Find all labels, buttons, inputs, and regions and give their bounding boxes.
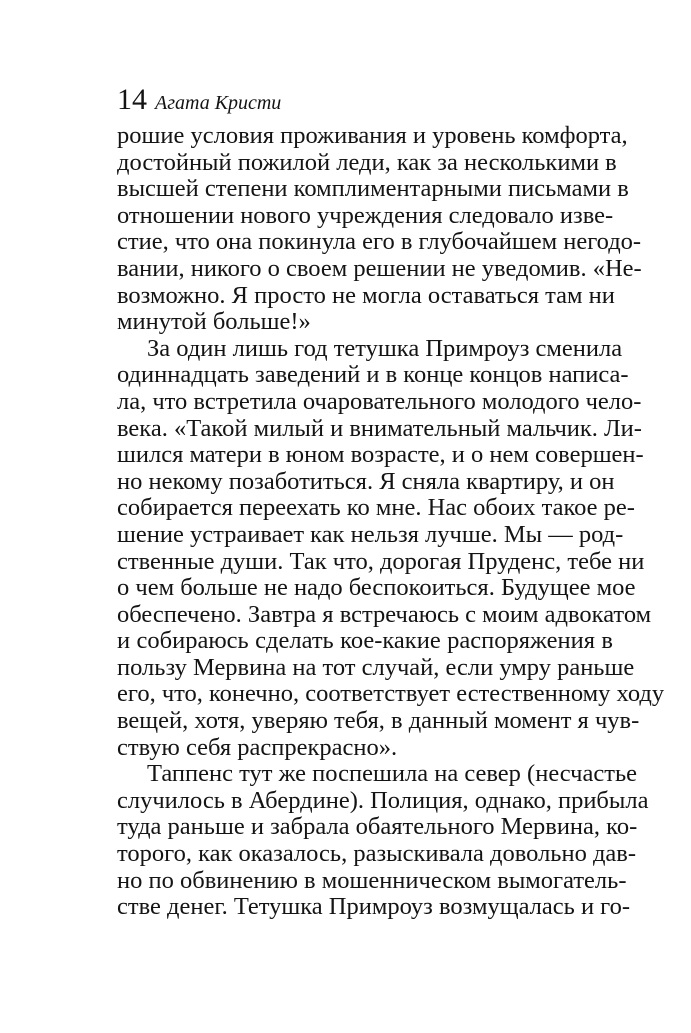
- text-line: достойный пожилой леди, как за несколькими в: [117, 148, 617, 176]
- text-line: одиннадцать заведений и в конце концов написа-: [117, 361, 629, 389]
- text-line: ла, что встретила очаровательного молодого чело-: [117, 387, 642, 415]
- text-line: пользу Мервина на тот случай, если умру раньше: [117, 653, 635, 681]
- body-text: [117, 122, 665, 921]
- text-line: торого, как оказалось, разыскивала довольно дав-: [117, 840, 637, 868]
- text-line: минутой больше!»: [117, 308, 311, 336]
- text-line: и собираюсь сделать кое-какие распоряжения в: [117, 627, 613, 655]
- running-head-author: Агата Кристи: [155, 92, 282, 114]
- page-number: 14: [117, 83, 147, 116]
- text-line: стве денег. Тетушка Примроуз возмущалась и го-: [117, 893, 631, 921]
- text-line: отношении нового учреждения следовало изве-: [117, 201, 614, 229]
- text-line: собирается переехать ко мне. Нас обоих такое ре-: [117, 494, 635, 522]
- paragraph-3: [117, 760, 649, 921]
- text-line: стие, что она покинула его в глубочайшем негодо-: [117, 228, 642, 256]
- text-line: шился матери в юном возрасте, и о нем совершен-: [117, 441, 644, 469]
- text-line: его, что, конечно, соответствует естественному ходу: [117, 680, 665, 708]
- text-line: но по обвинению в мошенническом вымогатель-: [117, 866, 627, 894]
- text-line: шение устраивает как нельзя лучше. Мы — род-: [117, 520, 624, 548]
- text-line: вещей, хотя, уверяю тебя, в данный момент я чув-: [117, 707, 640, 735]
- text-line: о чем больше не надо беспокоиться. Будущее мое: [117, 574, 636, 602]
- text-line: рошие условия проживания и уровень комфорта,: [117, 122, 628, 149]
- text-line: туда раньше и забрала обаятельного Мервина, ко-: [117, 813, 638, 841]
- text-line: высшей степени комплиментарными письмами в: [117, 175, 629, 203]
- text-line: но некому позаботиться. Я сняла квартиру, и он: [117, 467, 615, 495]
- paragraph-1: [117, 122, 642, 336]
- text-line: возможно. Я просто не могла оставаться там ни: [117, 281, 615, 309]
- text-line: вании, никого о своем решении не уведомив. «Не-: [117, 254, 642, 282]
- running-head: [117, 80, 281, 120]
- text-line: обеспечено. Завтра я встречаюсь с моим адвокатом: [117, 600, 652, 628]
- paragraph-2: [117, 334, 665, 762]
- text-line: Таппенс тут же поспешила на север (несчастье: [147, 760, 638, 788]
- text-line: ствую себя распрекрасно».: [117, 733, 398, 761]
- text-line: века. «Такой милый и внимательный мальчик. Ли-: [117, 414, 642, 442]
- text-line: За один лишь год тетушка Примроуз сменила: [147, 334, 623, 362]
- text-line: случилось в Абердине). Полиция, однако, прибыла: [117, 786, 649, 814]
- text-line: ственные души. Так что, дорогая Пруденс, тебе ни: [117, 547, 645, 575]
